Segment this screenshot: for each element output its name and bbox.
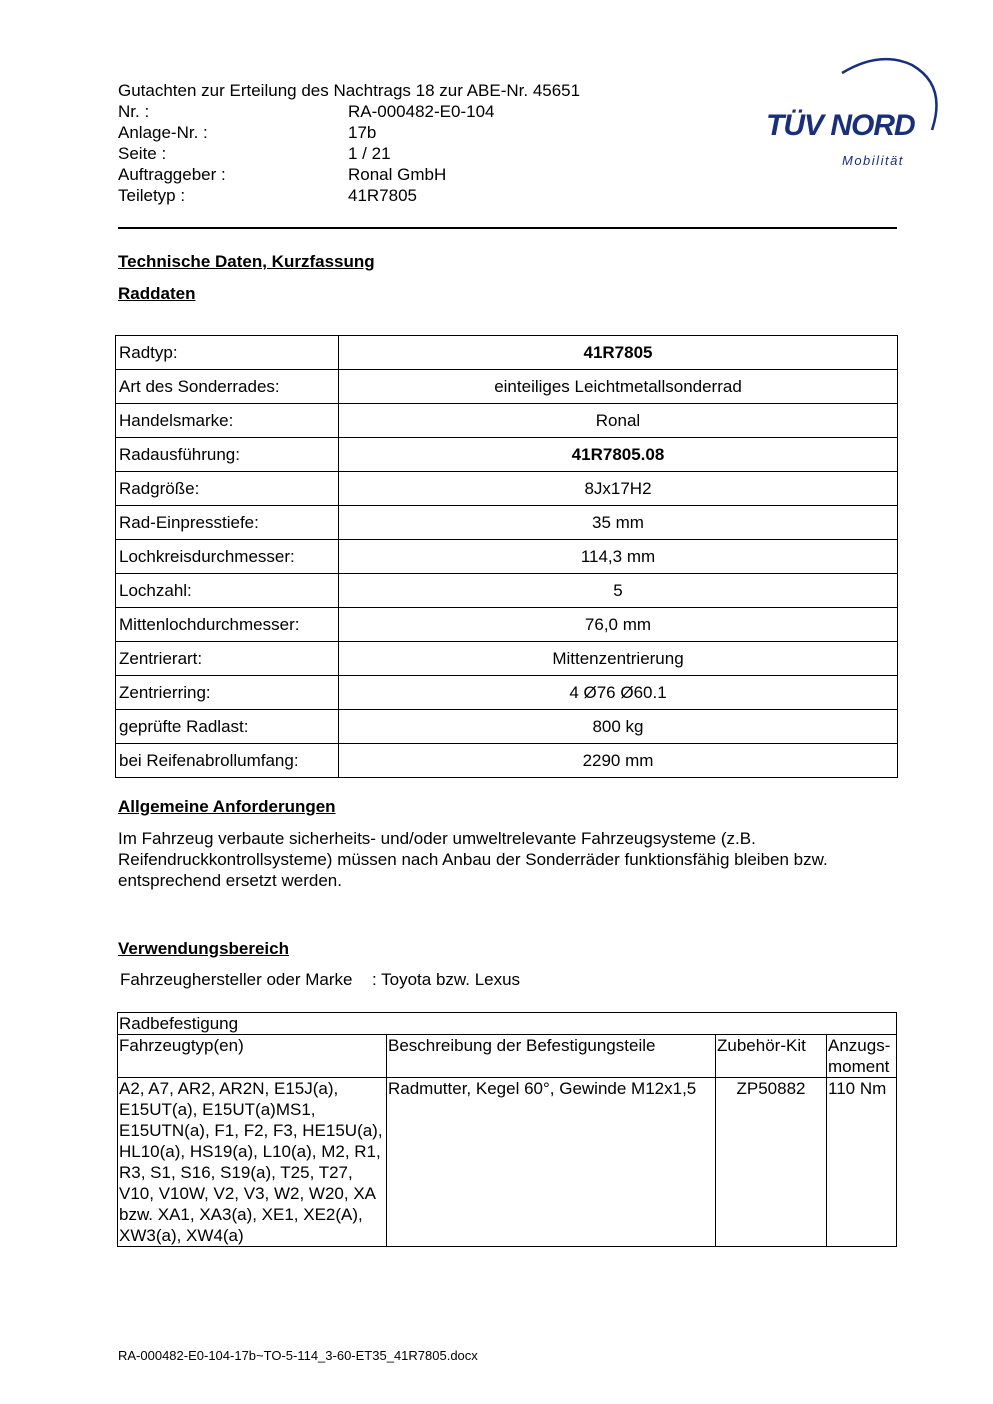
row-label: Radgröße:	[116, 472, 339, 506]
row-label: Lochkreisdurchmesser:	[116, 540, 339, 574]
document-footer: RA-000482-E0-104-17b~TO-5-114_3-60-ET35_41R7805.docx	[118, 1348, 478, 1363]
table-row	[116, 540, 898, 574]
header-row-anlage	[118, 122, 678, 143]
torque-cell: 110 Nm	[827, 1078, 897, 1247]
document-header	[118, 80, 678, 206]
maker-label: Fahrzeughersteller oder Marke	[120, 970, 353, 989]
row-value: 114,3 mm	[339, 540, 898, 574]
raddaten-table	[115, 335, 898, 778]
logo-subtitle: Mobilität	[842, 153, 904, 168]
section-heading-verwendung: Verwendungsbereich	[118, 939, 289, 958]
row-value: Mittenzentrierung	[339, 642, 898, 676]
table-row	[116, 438, 898, 472]
row-label: Lochzahl:	[116, 574, 339, 608]
row-value: 35 mm	[339, 506, 898, 540]
row-value: 8Jx17H2	[339, 472, 898, 506]
column-header: Zubehör-Kit	[716, 1035, 827, 1078]
befestigung-table	[117, 1012, 897, 1247]
table-row	[116, 472, 898, 506]
row-label: Radausführung:	[116, 438, 339, 472]
header-row-seite	[118, 143, 678, 164]
header-value: 17b	[348, 123, 377, 142]
table-row	[116, 574, 898, 608]
row-value: einteiliges Leichtmetallsonderrad	[339, 370, 898, 404]
table-row	[116, 608, 898, 642]
header-key: Anlage-Nr. :	[118, 123, 208, 142]
header-key: Auftraggeber :	[118, 165, 226, 184]
row-label: Zentrierring:	[116, 676, 339, 710]
header-value: 1 / 21	[348, 144, 391, 163]
section-heading-raddaten: Raddaten	[118, 284, 196, 303]
table-header-row	[118, 1035, 897, 1078]
row-label: Radtyp:	[116, 336, 339, 370]
kit-cell: ZP50882	[716, 1078, 827, 1247]
header-value: RA-000482-E0-104	[348, 102, 495, 121]
section-heading-allgemein: Allgemeine Anforderungen	[118, 797, 336, 816]
logo-graphic	[762, 55, 947, 175]
row-value: 41R7805.08	[339, 438, 898, 472]
row-value: 5	[339, 574, 898, 608]
section-heading-tech: Technische Daten, Kurzfassung	[118, 252, 375, 271]
vehicle-maker-line	[120, 970, 520, 990]
row-label: geprüfte Radlast:	[116, 710, 339, 744]
row-value: Ronal	[339, 404, 898, 438]
row-value: 4 Ø76 Ø60.1	[339, 676, 898, 710]
column-header: Anzugs-moment	[827, 1035, 897, 1078]
row-label: Zentrierart:	[116, 642, 339, 676]
row-value: 76,0 mm	[339, 608, 898, 642]
column-header: Fahrzeugtyp(en)	[118, 1035, 387, 1078]
table-row	[116, 676, 898, 710]
table-row	[116, 404, 898, 438]
row-label: bei Reifenabrollumfang:	[116, 744, 339, 778]
logo-text: TÜV NORD	[766, 109, 915, 142]
table-row	[116, 370, 898, 404]
header-key: Teiletyp :	[118, 186, 186, 205]
tuv-nord-logo	[762, 55, 947, 175]
vehicle-types-cell: A2, A7, AR2, AR2N, E15J(a), E15UT(a), E15UT(a)MS1, E15UTN(a), F1, F2, F3, HE15U(a), HL10(a), HS19(a), L10(a), M2, R1, R3, S1, S16, S19(a), T25, T27, V10, V10W, V2, V3, W2, W20, XA bzw. XA1, XA3(a), XE1, XE2(A), XW3(a), XW4(a)	[118, 1078, 387, 1247]
table-row	[118, 1078, 897, 1247]
header-value: 41R7805	[348, 186, 418, 205]
table-row	[116, 744, 898, 778]
row-label: Rad-Einpresstiefe:	[116, 506, 339, 540]
table-row	[116, 506, 898, 540]
header-row-teiletyp	[118, 185, 678, 206]
header-divider	[118, 227, 897, 229]
header-row-nr	[118, 101, 678, 122]
row-value: 2290 mm	[339, 744, 898, 778]
table-row	[116, 710, 898, 744]
header-row-auftraggeber	[118, 164, 678, 185]
header-value: Ronal GmbH	[348, 165, 447, 184]
table-row	[116, 642, 898, 676]
description-cell: Radmutter, Kegel 60°, Gewinde M12x1,5	[387, 1078, 716, 1247]
maker-value: : Toyota bzw. Lexus	[372, 970, 521, 989]
header-key: Seite :	[118, 144, 167, 163]
row-label: Mittenlochdurchmesser:	[116, 608, 339, 642]
row-value: 41R7805	[339, 336, 898, 370]
row-label: Art des Sonderrades:	[116, 370, 339, 404]
column-header: Beschreibung der Befestigungsteile	[387, 1035, 716, 1078]
header-key: Nr. :	[118, 102, 150, 121]
row-label: Handelsmarke:	[116, 404, 339, 438]
table-caption-row	[118, 1013, 897, 1035]
table-row	[116, 336, 898, 370]
row-value: 800 kg	[339, 710, 898, 744]
document-title: Gutachten zur Erteilung des Nachtrags 18 zur ABE-Nr. 45651	[118, 81, 581, 100]
table-caption: Radbefestigung	[118, 1013, 897, 1035]
allgemein-paragraph: Im Fahrzeug verbaute sicherheits- und/oder umweltrelevante Fahrzeugsysteme (z.B. Reifendruckkontrollsysteme) müssen nach Anbau der Sonderräder funktionsfähig bleiben bzw. entsprechend ersetzt werden.	[118, 829, 828, 890]
